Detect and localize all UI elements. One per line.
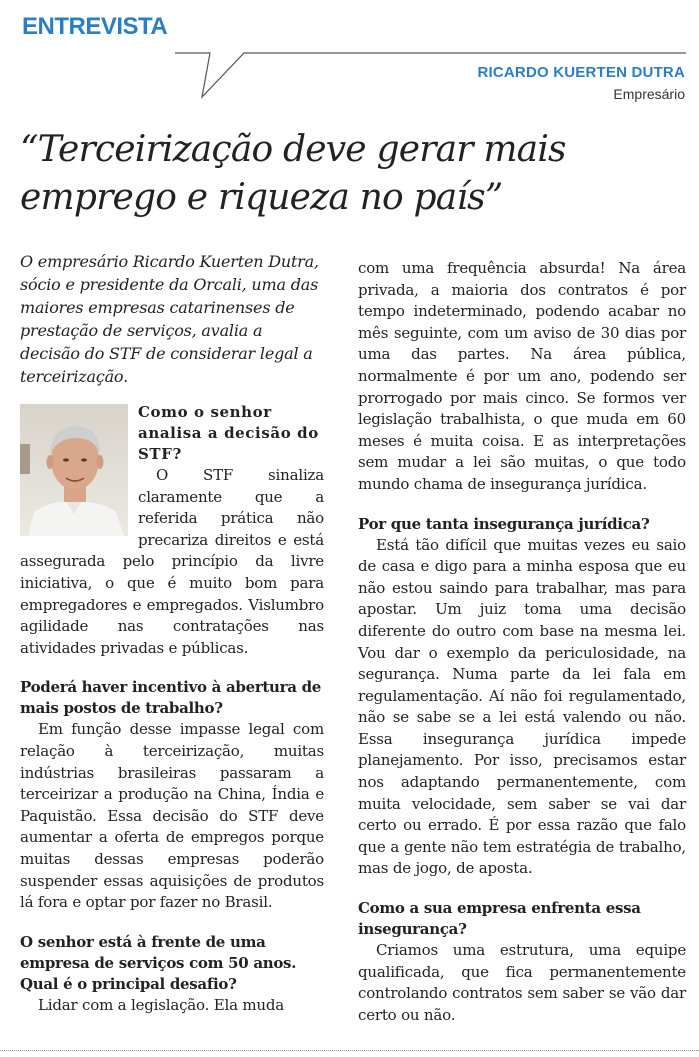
- portrait-photo: [20, 404, 128, 536]
- question-3: O senhor está à frente de uma empresa de serviços com 50 anos. Qual é o principal desafio?: [20, 932, 297, 993]
- section-label: ENTREVISTA: [22, 13, 168, 40]
- answer-2: Em função desse impasse legal com relação à terceirização, muitas indústrias brasileiras passaram a terceirizar a produção na China, Índia e Paquistão. Essa decisão do STF deve aumentar a oferta de empregos porque muitas dessas empresas poderão suspender essas aquisições de produtos lá fora e optar por fazer no Brasil.: [20, 720, 324, 912]
- answer-1: O STF sinaliza claramente que a referida prática não precariza direitos e está assegurada pelo princípio da livre iniciativa, o que é muito bom para empregadores e empregados. Vislumbro agilidade nas contratações nas atividades privadas e públicas.: [20, 466, 324, 657]
- byline-name: RICARDO KUERTEN DUTRA: [477, 64, 685, 81]
- left-column: [20, 250, 324, 1016]
- byline-role: Empresário: [613, 86, 685, 102]
- header-rule: [0, 0, 699, 100]
- bottom-divider: [0, 1050, 699, 1051]
- question-2: Poderá haver incentivo à abertura de mais postos de trabalho?: [20, 678, 322, 718]
- right-column: [358, 258, 686, 1026]
- question-5: Como a sua empresa enfrenta essa insegurança?: [358, 899, 641, 939]
- question-1: Como o senhor analisa a decisão do STF?: [138, 403, 319, 463]
- intro-paragraph: O empresário Ricardo Kuerten Dutra, sócio e presidente da Orcali, uma das maiores empresas catarinenses de prestação de serviços, avalia a decisão do STF de considerar legal a terceirização.: [20, 252, 319, 386]
- answer-4: Está tão difícil que muitas vezes eu saio de casa e digo para a minha esposa que eu não estou saindo para trabalhar, mas para apostar. Um juiz toma uma decisão diferente do outro com base na mesma lei. Vou dar o exemplo da periculosidade, na segurança. Numa parte da lei fala em regulamentação. Aí não foi regulamentado, não se sabe se a lei está valendo ou não. Essa insegurança jurídica impede planejamento. Por isso, precisamos estar nos adaptando permanentemente, com muita velocidade, sem saber se vai dar certo ou errado. É por essa razão que falo que a gente não tem estratégia de trabalho, mas de jogo, de aposta.: [358, 535, 686, 878]
- answer-3-continued: com uma frequência absurda! Na área privada, a maioria dos contratos é por tempo indeterminado, podendo acabar no mês seguinte, com um aviso de 30 dias por uma das partes. Na área pública, normalmente é por um ano, podendo ser prorrogado por mais cinco. Se formos ver legislação trabalhista, o que muda em 60 meses é muita coisa. E as interpretações sem mudar a lei são muitas, o que todo mundo chama de insegurança jurídica.: [358, 259, 686, 493]
- question-4: Por que tanta insegurança jurídica?: [358, 514, 650, 533]
- headline: “Terceirização deve gerar mais emprego e riqueza no país”: [20, 129, 566, 218]
- answer-3-start: Lidar com a legislação. Ela muda: [38, 995, 285, 1014]
- answer-5: Criamos uma estrutura, uma equipe qualificada, que fica permanentemente controlando contratos sem saber se vão dar certo ou não.: [358, 941, 686, 1024]
